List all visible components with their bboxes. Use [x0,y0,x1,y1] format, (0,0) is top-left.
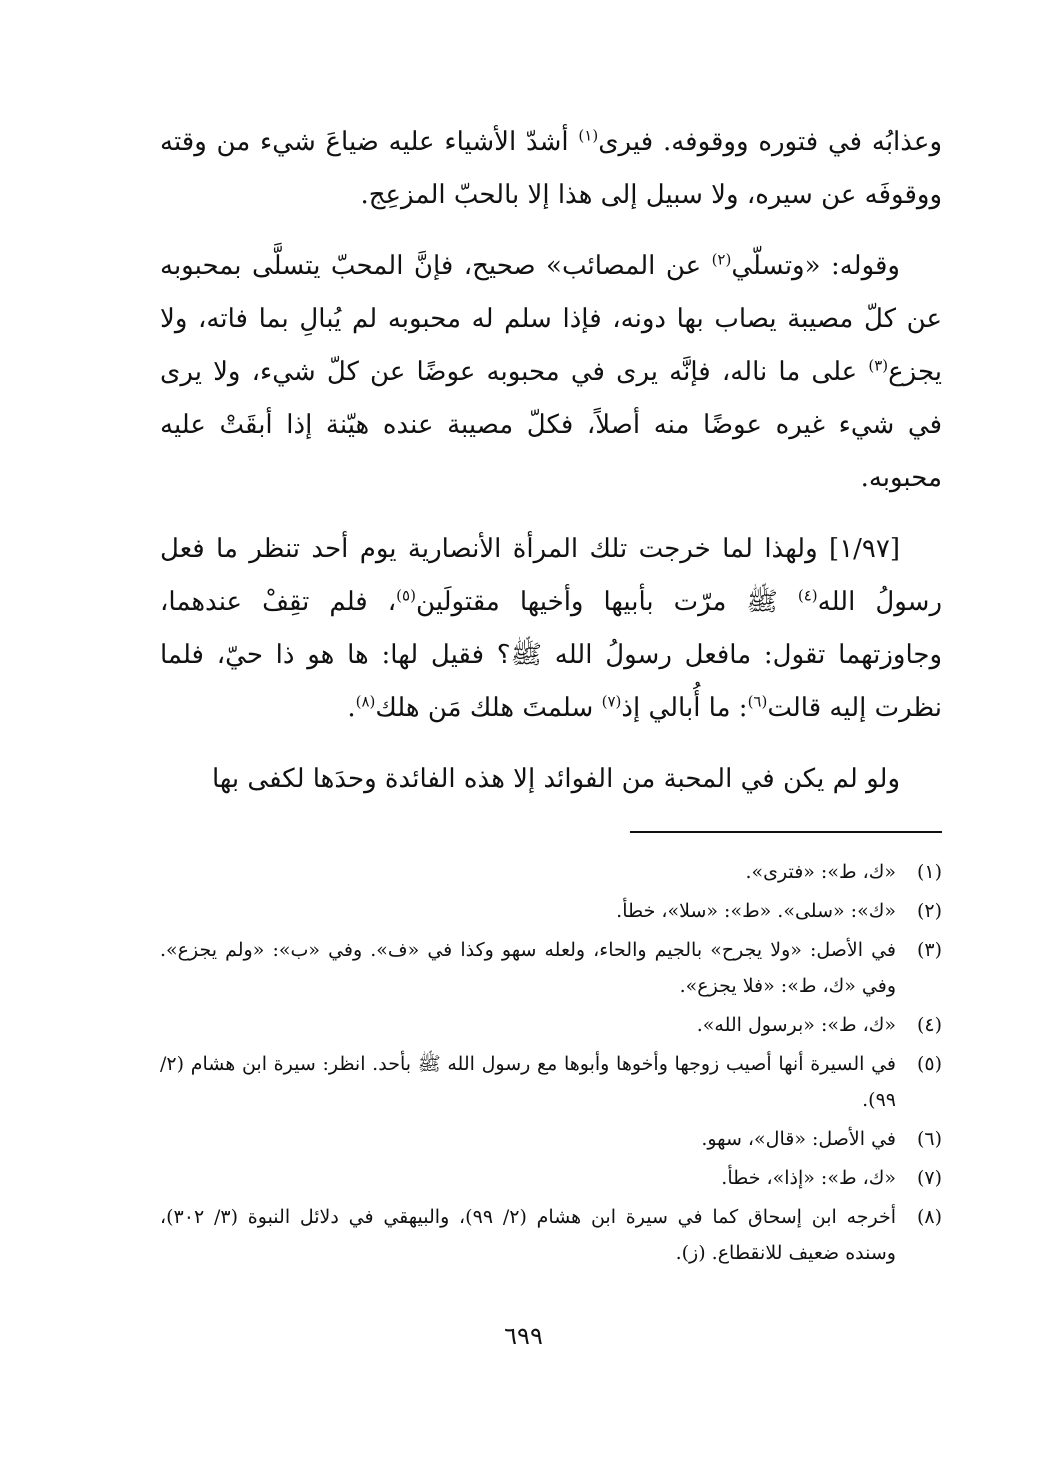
footnote-item [160,1199,942,1271]
text-run: وعذابُه في فتوره ووقوفه. فيرى [598,127,942,157]
footnote-text: «ك، ط»: «فترى». [745,861,896,883]
footnote-ref-1: (١) [578,126,599,145]
footnote-text: «ك، ط»: «برسول الله». [696,1014,896,1036]
page-number: ٦٩٩ [504,1322,543,1350]
text-run: سلمتَ هلك مَن هلك [375,693,602,723]
text-run: أشدّ الأشياء عليه ضياعَ شيء من وقته ووقوفَه عن سيره، ولا سبيل إلى هذا إلا بالحبّ المزعِج. [160,127,942,210]
footnote-ref-6: (٦) [747,692,768,711]
footnote-text: في الأصل: «قال»، سهو. [701,1128,896,1150]
footnote-ref-5: (٥) [396,586,416,605]
text-run: . [347,693,356,723]
paragraph-2 [160,240,942,505]
footnote-text: في الأصل: «ولا يجرح» بالجيم والحاء، ولعله سهو وكذا في «ف». وفي «ب»: «ولم يجزع». وفي «ك، ط»: «فلا يجزع». [160,939,896,997]
footnote-ref-7: (٧) [601,692,622,711]
text-run: ﷺ مرّت بأبيها وأخيها مقتولَين [415,587,798,617]
main-text [160,116,942,806]
footnote-number: (٣) [916,939,942,961]
text-run: : ما أُبالي إذ [621,693,748,723]
paragraph-3 [160,523,942,735]
footnote-ref-3: (٣) [868,356,889,375]
footnote-item [160,932,942,1004]
footnotes [160,854,942,1274]
footnote-ref-4: (٤) [797,586,818,605]
text-run: ولو لم يكن في المحبة من الفوائد إلا هذه الفائدة وحدَها لكفى بها [211,764,900,794]
footnote-text: «ك، ط»: «إذا»، خطأ. [721,1167,896,1189]
paragraph-4 [160,753,942,806]
footnote-item [160,854,942,890]
footnote-item [160,1007,942,1043]
text-run: وقوله: «وتسلّي [731,251,900,281]
footnote-number: (٦) [916,1128,942,1150]
footnote-ref-8: (٨) [355,692,376,711]
text-run: [١/٩٧] ولهذا لما خرجت تلك المرأة الأنصارية يوم أحد تنظر ما فعل رسولُ الله [160,534,942,617]
footnote-number: (٥) [916,1053,942,1075]
text-run: ، فلم تقِفْ عندهما، وجاوزتهما تقول: مافعل رسولُ الله ﷺ؟ فقيل لها: ها هو ذا حيّ، فلما نظرت إليه قالت [160,587,942,723]
footnote-ref-2: (٢) [711,250,732,269]
footnote-divider [630,831,942,833]
text-run: على ما ناله، فإنَّه يرى في محبوبه عوضًا عن كلّ شيء، ولا يرى في شيء غيره عوضًا منه أصلاً، فكلّ مصيبة عنده هيّنة إذا أبقَتْ عليه محبوبه. [160,357,942,493]
footnote-number: (٧) [916,1167,942,1189]
footnote-number: (٤) [916,1014,942,1036]
text-run: عن المصائب» صحيح، فإنَّ المحبّ يتسلَّى بمحبوبه عن كلّ مصيبة يصاب بها دونه، فإذا سلم له محبوبه لم يُبالِ بما فاته، ولا يجزع [160,251,942,387]
footnote-text: في السيرة أنها أصيب زوجها وأخوها وأبوها مع رسول الله ﷺ بأحد. انظر: سيرة ابن هشام (٢/ ٩٩). [160,1053,896,1111]
footnote-number: (٨) [916,1206,942,1228]
footnote-item [160,1046,942,1118]
footnote-number: (١) [916,861,942,883]
footnote-number: (٢) [916,900,942,922]
footnote-item [160,1160,942,1196]
footnote-text: أخرجه ابن إسحاق كما في سيرة ابن هشام (٢/ ٩٩)، والبيهقي في دلائل النبوة (٣/ ٣٠٢)، وسنده ضعيف للانقطاع. (ز). [160,1206,897,1264]
footnote-item [160,1121,942,1157]
footnote-item [160,893,942,929]
footnote-text: «ك»: «سلى». «ط»: «سلا»، خطأ. [616,900,896,922]
paragraph-1 [160,116,942,222]
